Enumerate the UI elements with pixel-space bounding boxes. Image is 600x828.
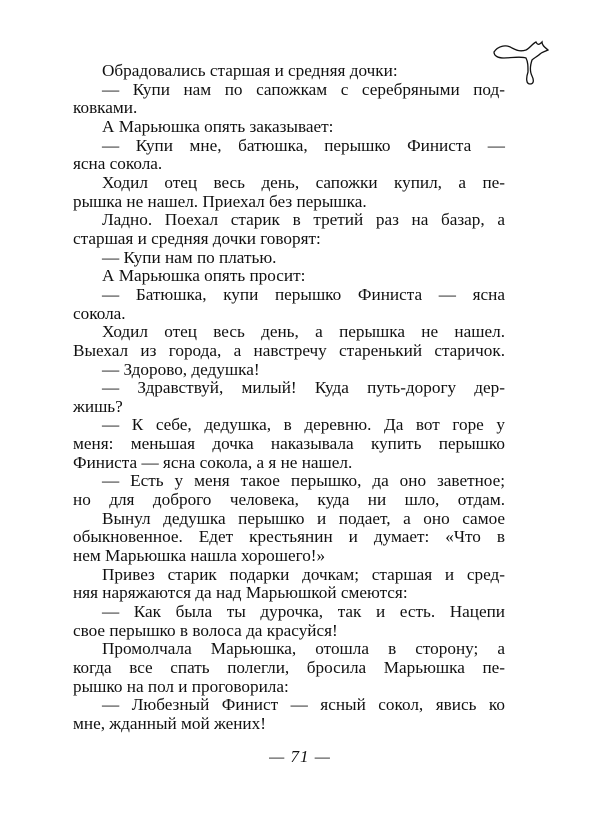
text-line: няя наряжаются да над Марьюшкой смеются:	[73, 583, 408, 603]
page-number: — 71 —	[269, 747, 331, 766]
text-line: свое перышко в волоса да красуйся!	[73, 620, 338, 640]
text-line: обыкновенное. Едет крестьянин и думает: «Что в	[73, 527, 505, 547]
text-line: ковками.	[73, 98, 138, 118]
text-line: когда все спать полегли, бросила Марьюшка пе-	[73, 658, 505, 677]
text-line: А Марьюшка опять просит:	[102, 266, 306, 286]
text-line: рышка не нашел. Приехал без перышка.	[73, 191, 367, 211]
text-line: — Любезный Финист — ясный сокол, явись ко	[102, 695, 505, 715]
text-line: Промолчала Марьюшка, отошла в сторону; а	[102, 639, 505, 659]
text-line: — Есть у меня такое перышко, да оно заветное;	[102, 471, 505, 491]
text-line: Обрадовались старшая и средняя дочки:	[102, 61, 398, 80]
text-line: — Как была ты дурочка, так и есть. Нацепи	[102, 602, 505, 622]
text-line: ясна сокола.	[73, 154, 163, 174]
text-line: Ладно. Поехал старик в третий раз на базар, а	[102, 210, 505, 230]
text-line: сокола.	[73, 303, 126, 323]
text-line: А Марьюшка опять заказывает:	[102, 116, 334, 136]
text-line: Вынул дедушка перышко и подает, а оно самое	[102, 508, 505, 528]
page-body-text	[73, 62, 505, 734]
text-line: Выехал из города, а навстречу старенький старичок.	[73, 340, 505, 360]
text-line: Привез старик подарки дочкам; старшая и сред-	[102, 564, 505, 584]
text-line: — К себе, дедушка, в деревню. Да вот горе у	[102, 415, 505, 435]
text-line: — Здорово, дедушка!	[102, 359, 260, 379]
text-line: Ходил отец весь день, а перышка не нашел.	[102, 322, 505, 342]
text-line: жишь?	[73, 396, 123, 416]
text-line: — Купи мне, батюшка, перышко Финиста —	[102, 135, 505, 155]
text-line: Ходил отец весь день, сапожки купил, а пе-	[102, 172, 505, 192]
text-line: мне, жданный мой жених!	[73, 713, 266, 733]
text-line: Финиста — ясна сокола, а я не нашел.	[73, 452, 353, 472]
text-line: рышко на пол и проговорила:	[73, 676, 289, 696]
text-line: — Купи нам по сапожкам с серебряными под-	[102, 79, 505, 99]
text-line: — Здравствуй, милый! Куда путь-дорогу дер-	[102, 378, 505, 398]
text-line: — Купи нам по платью.	[102, 247, 277, 267]
text-line: но для доброго человека, куда ни шло, отдам.	[73, 490, 505, 510]
text-line: старшая и средняя дочки говорят:	[73, 228, 321, 248]
text-line: меня: меньшая дочка наказывала купить перышко	[73, 434, 505, 454]
text-line: нем Марьюшка нашла хорошего!»	[73, 546, 326, 566]
text-line: — Батюшка, купи перышко Финиста — ясна	[102, 284, 505, 304]
